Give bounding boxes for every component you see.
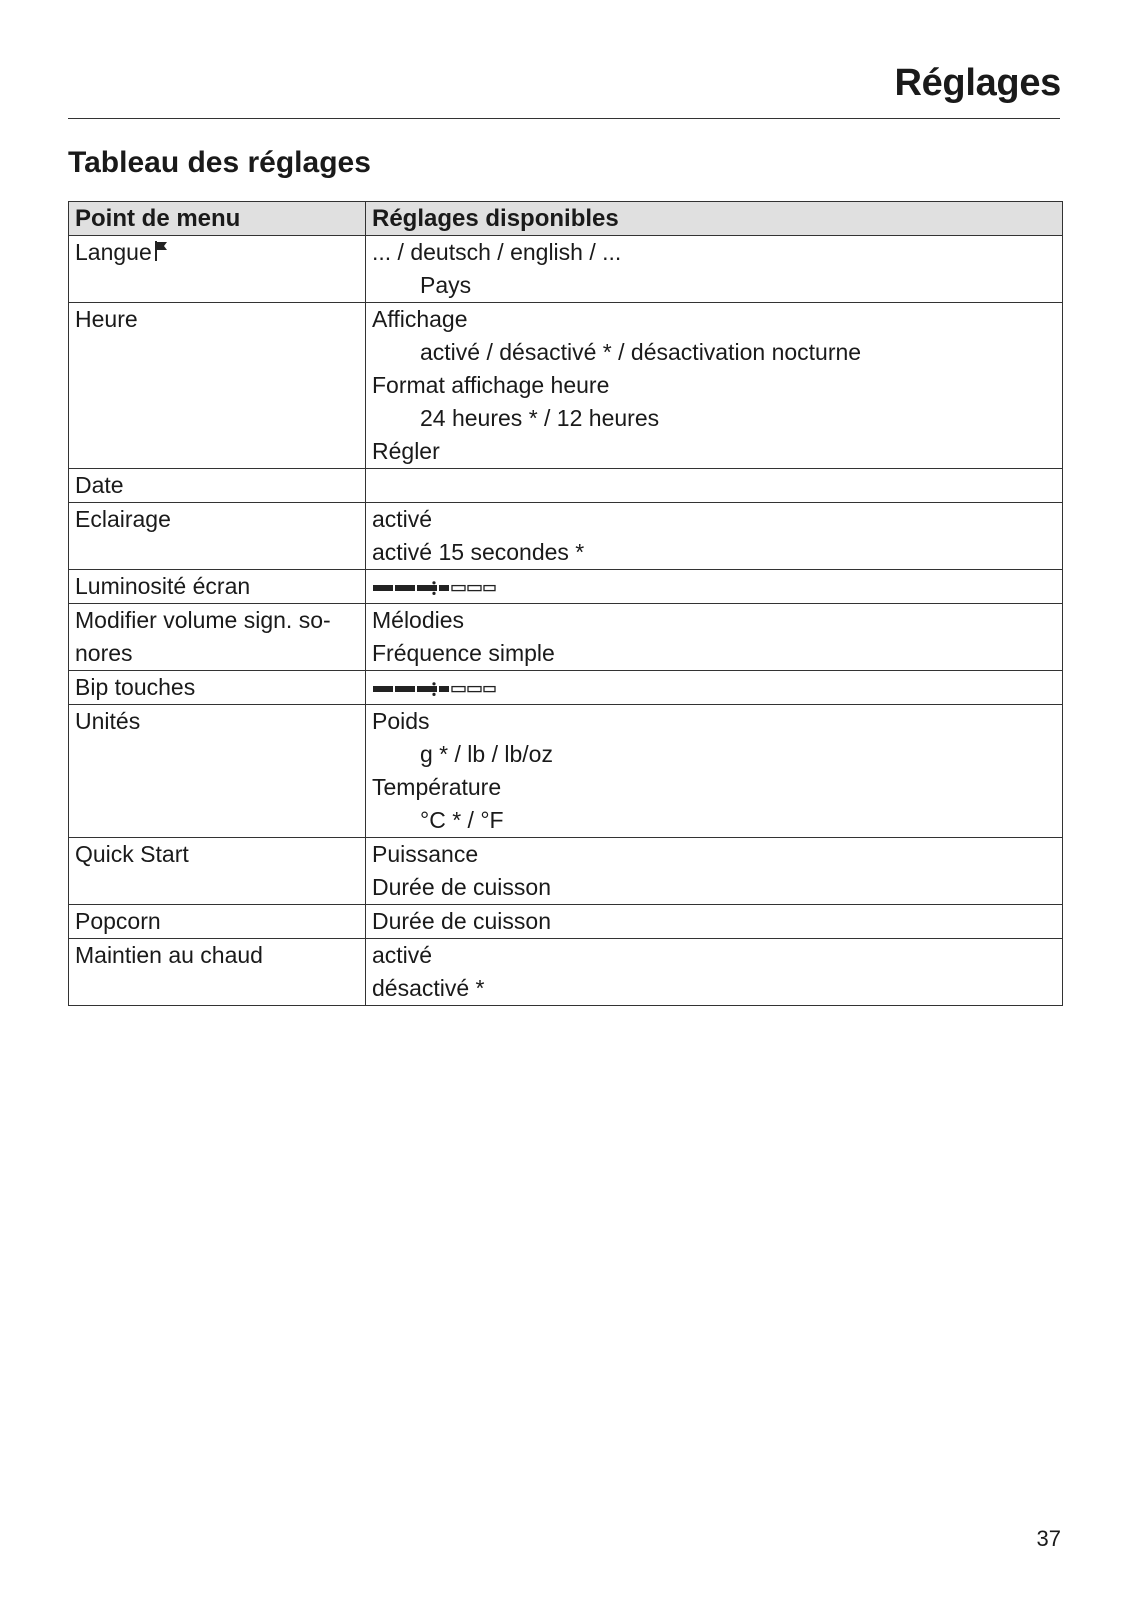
page-header-title: Réglages [894, 62, 1061, 104]
setting-line: Puissance [372, 841, 479, 867]
level-bar-icon [372, 581, 496, 595]
setting-line: Poids [372, 708, 430, 734]
settings-cell [366, 705, 1063, 838]
menu-cell [69, 604, 366, 671]
settings-cell [366, 469, 1063, 503]
menu-label: Heure [75, 306, 138, 332]
setting-line: Mélodies [372, 607, 465, 633]
table-row-langue [69, 236, 1063, 303]
column-header-menu: Point de menu [69, 202, 366, 236]
table-header-row [69, 202, 1063, 236]
setting-line: Format affichage heure [372, 372, 610, 398]
menu-label: Quick Start [75, 841, 189, 867]
settings-cell [366, 671, 1063, 705]
menu-cell [69, 570, 366, 604]
menu-label: Modifier volume sign. so- [75, 607, 331, 633]
table-row-luminosite [69, 570, 1063, 604]
table-row-quickstart [69, 838, 1063, 905]
setting-subline: activé / désactivé * / désactivation nocturne [420, 339, 862, 365]
setting-subline: °C * / °F [420, 807, 504, 833]
setting-line: activé [372, 506, 433, 532]
menu-label: Langue [75, 239, 152, 265]
settings-cell [366, 838, 1063, 905]
table-row-date [69, 469, 1063, 503]
settings-table [68, 201, 1063, 1006]
setting-line: activé 15 secondes * [372, 539, 585, 565]
setting-line: Durée de cuisson [372, 908, 551, 934]
setting-subline: g * / lb / lb/oz [420, 741, 553, 767]
menu-cell [69, 503, 366, 570]
setting-line: activé [372, 942, 433, 968]
settings-cell [366, 905, 1063, 939]
table-row-volume [69, 604, 1063, 671]
table-row-popcorn [69, 905, 1063, 939]
setting-line: Régler [372, 438, 440, 464]
table-row-heure [69, 303, 1063, 469]
table-row-unites [69, 705, 1063, 838]
setting-subline: Pays [420, 272, 472, 298]
settings-cell [366, 236, 1063, 303]
setting-line: Affichage [372, 306, 468, 332]
table-row-bip [69, 671, 1063, 705]
level-bar-icon [372, 682, 496, 696]
menu-cell [69, 469, 366, 503]
menu-cell [69, 303, 366, 469]
settings-cell [366, 570, 1063, 604]
table-row-maintien [69, 939, 1063, 1006]
menu-label: Bip touches [75, 674, 196, 700]
menu-cell [69, 705, 366, 838]
header-rule [68, 118, 1060, 119]
table-row-eclairage [69, 503, 1063, 570]
setting-subline: 24 heures * / 12 heures [420, 405, 660, 431]
setting-line: Température [372, 774, 502, 800]
menu-cell [69, 838, 366, 905]
menu-label: Unités [75, 708, 141, 734]
menu-label: Popcorn [75, 908, 161, 934]
settings-cell [366, 939, 1063, 1006]
menu-label: Date [75, 472, 124, 498]
settings-cell [366, 503, 1063, 570]
menu-label: nores [75, 640, 133, 666]
menu-label: Luminosité écran [75, 573, 251, 599]
setting-line: désactivé * [372, 975, 485, 1001]
page-number: 37 [1036, 1526, 1061, 1551]
menu-cell [69, 939, 366, 1006]
section-title: Tableau des réglages [68, 146, 371, 179]
menu-cell [69, 905, 366, 939]
settings-cell [366, 303, 1063, 469]
menu-cell [69, 236, 366, 303]
flag-icon [154, 240, 168, 262]
menu-label: Eclairage [75, 506, 171, 532]
menu-cell [69, 671, 366, 705]
settings-cell [366, 604, 1063, 671]
setting-line: Durée de cuisson [372, 874, 551, 900]
column-header-settings: Réglages disponibles [366, 202, 1063, 236]
setting-line: ... / deutsch / english / ... [372, 239, 622, 265]
menu-label: Maintien au chaud [75, 942, 263, 968]
setting-line: Fréquence simple [372, 640, 555, 666]
